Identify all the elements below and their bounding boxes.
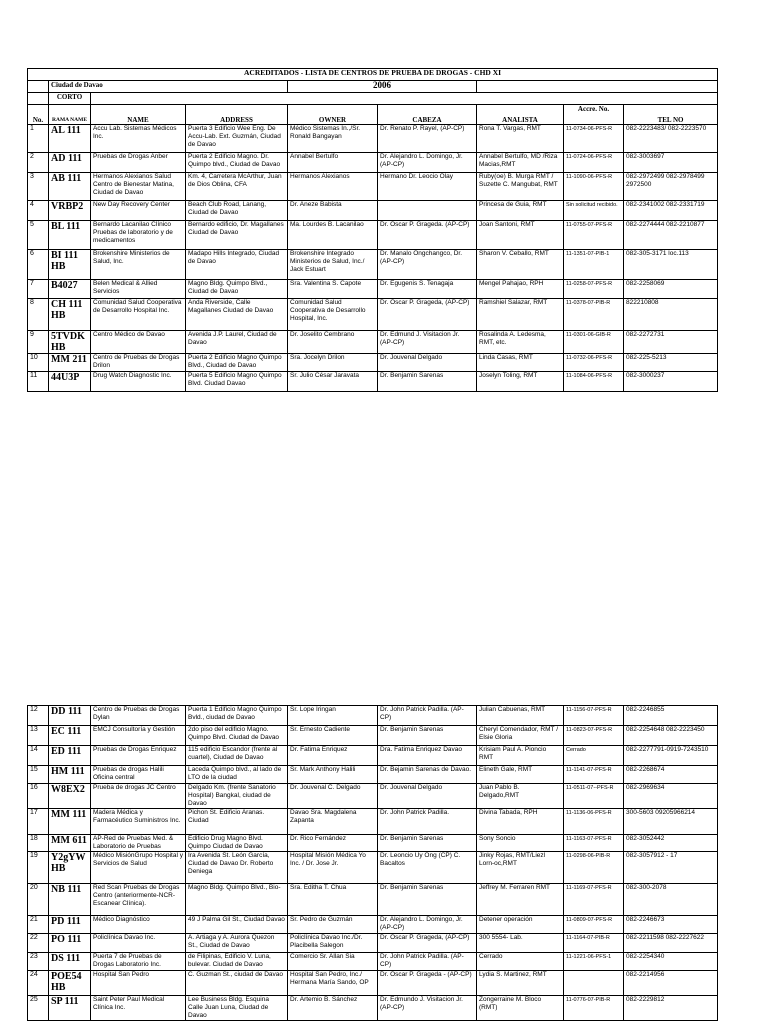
cell-tel: 082-2341002 082-2331719 [624,201,718,221]
cell-address: A. Artiaga y A. Aurora Quezon St., Ciudad de Davao [186,934,288,953]
cell-accre: 11-0298-06-PIB-R [564,852,624,884]
cell-accre: 11-0258-07-PFS-R [564,280,624,299]
header-owner: OWNER [288,105,378,125]
cell-code: SP 111 [49,996,91,1021]
cell-code: AD 111 [49,153,91,173]
cell-owner: Hospital San Pedro, Inc./ Hermana María Sando, OP [288,971,378,996]
cell-name: EMCJ Consultoría y Gestión [91,726,186,746]
cell-accre: 11-0809-07-PFS-R [564,916,624,934]
header-tel-no: TEL NO [624,105,718,125]
cell-no: 5 [28,221,49,250]
cell-name: Prueba de drogas JC Centro [91,784,186,809]
cell-name: Comunidad Salud Cooperativa de Desarrollo Hospital Inc. [91,299,186,331]
cell-tel: 082-2223483/ 082-2223570 [624,125,718,153]
cell-address: Km. 4, Carretera McArthur, Juan de Dios Oblina, CFA [186,173,288,201]
cell-tel: 082-2214956 [624,971,718,996]
cell-no: 6 [28,250,49,280]
cell-address: 115 edificio Escandor (frente al cuartel), Ciudad de Davao [186,746,288,766]
cell-tel: 082-2254648 082-2223450 [624,726,718,746]
cell-owner: Comercio Sr. Allan Sia [288,953,378,971]
header-name: NAME [91,105,186,125]
cell-no: 15 [28,766,49,784]
cell-no: 9 [28,331,49,354]
cell-no: 21 [28,916,49,934]
cell-address: Magno Bldg. Quimpo Blvd., Ciudad de Davao [186,280,288,299]
header-accre-no: Accre. No. [564,105,624,125]
table-row [28,746,718,766]
cell-code: AB 111 [49,173,91,201]
cell-name: Pruebas de drogas Halili Oficina central [91,766,186,784]
cell-no: 11 [28,372,49,392]
cell-cabeza: Dr. Renato P. Rayel, (AP-CP) [378,125,477,153]
cell-analista: Ruby(oe) B. Murga RMT / Suzette C. Mangubat, RMT [477,173,564,201]
cell-analista: Cheryl Comendador, RMT / Elsie Gloria [477,726,564,746]
cell-owner: Sr. Ernesto Cadiente [288,726,378,746]
cell-name: Pruebas de Drogas Enriquez [91,746,186,766]
cell-cabeza: Dra. Fatima Enriquez Davao [378,746,477,766]
cell-analista: Rosalinda A. Ledesma, RMT, etc. [477,331,564,354]
cell-analista: Joan Santoni, RMT [477,221,564,250]
cell-accre: 11-1136-06-PFS-R [564,809,624,835]
cell-owner: Dr. Joselito Cembrano [288,331,378,354]
cell-accre: 11-0823-07-PFS-R [564,726,624,746]
cell-address: de Filipinas, Edificio V. Luna, bulevar. Ciudad de Davao [186,953,288,971]
table-row [28,916,718,934]
cell-analista: Joselyn Toling, RMT [477,372,564,392]
cell-cabeza [378,201,477,221]
cell-tel: 082-2229812 [624,996,718,1021]
cell-cabeza: Dr. Benjamin Sarenas [378,372,477,392]
cell-code: MM 611 [49,835,91,852]
cell-address: Magno Bldg. Quimpo Blvd., Bio- [186,884,288,916]
cell-no: 24 [28,971,49,996]
cell-analista: Ramshiel Salazar, RMT [477,299,564,331]
cell-name: Médico MisiónGrupo Hospital y Servicios de Salud [91,852,186,884]
cell-tel: 082-305-3171 loc.113 [624,250,718,280]
table-row [28,884,718,916]
cell-address: Avenida J.P. Laurel, Ciudad de Davao [186,331,288,354]
cell-tel: 082-3057912 - 17 [624,852,718,884]
table-row [28,250,718,280]
cell-no: 7 [28,280,49,299]
cell-tel: 082-225-5213 [624,354,718,372]
cell-no: 22 [28,934,49,953]
cell-accre: 11-1090-06-PFS-R [564,173,624,201]
cell-owner: Dr. Rico Fernández [288,835,378,852]
cell-address: Puerta 2 Edificio Magno. Dr. Quimpo blvd., Ciudad de Davao [186,153,288,173]
cell-no: 4 [28,201,49,221]
cell-cabeza: Dr. Bejamin Sarenas de Davao. [378,766,477,784]
cell-cabeza: Dr. Alejandro L. Domingo, Jr. (AP-CP) [378,916,477,934]
cell-cabeza: Dr. Edmundo J. Visitacion Jr. (AP-CP) [378,996,477,1021]
cell-name: Belen Medical & Allied Servicios [91,280,186,299]
cell-address: Anda Riverside, Calle Magallanes Ciudad de Davao [186,299,288,331]
cell-owner: Sra. Jocelyn Drilon [288,354,378,372]
cell-address: Beach Club Road, Lanang, Ciudad de Davao [186,201,288,221]
cell-accre [564,971,624,996]
cell-tel: 082-2258069 [624,280,718,299]
cell-owner: Sr. Mark Anthony Halili [288,766,378,784]
cell-analista: Zongerraine M. Bloco (RMT) [477,996,564,1021]
cell-analista: Divina Tabada, RPH [477,809,564,835]
cell-cabeza: Dr. John Patrick Padilla. (AP-CP) [378,706,477,726]
cell-tel: 082-2268674 [624,766,718,784]
cell-analista: Sony Soncio [477,835,564,852]
cell-analista: Julian Cabuenas, RMT [477,706,564,726]
cell-accre: 11-0511-07--PFS-R [564,784,624,809]
cell-no: 12 [28,706,49,726]
cell-code: 5TVDK HB [49,331,91,354]
cell-analista: Juan Pablo B. Delgado,RMT [477,784,564,809]
header-rama-name: RAMA NAME [49,105,91,125]
cell-cabeza: Dr. Edmund J. Visitacion Jr. (AP-CP) [378,331,477,354]
cell-cabeza: Dr. Oscar P. Grageda - (AP-CP) [378,971,477,996]
cell-no: 16 [28,784,49,809]
cell-accre: 11-1163-07-PFS-R [564,835,624,852]
cell-no: 18 [28,835,49,852]
cell-cabeza: Dr. Benjamin Sarenas [378,835,477,852]
cell-accre: 11-0378-07-PIB-R [564,299,624,331]
cell-name: Hospital San Pedro [91,971,186,996]
cell-name: Hermanos Alexianos Salud Centro de Bienestar Matina, Ciudad de Davao [91,173,186,201]
cell-no: 2 [28,153,49,173]
cell-owner: Davao Sra. Magdalena Zapanta [288,809,378,835]
cell-code: BI 111 HB [49,250,91,280]
cell-analista: Princesa de Guia, RMT [477,201,564,221]
cell-owner: Médico Sistemas In.,/Sr. Ronald Bangayan [288,125,378,153]
cell-owner: Policlínica Davao Inc./Dr. Placibella Salegon [288,934,378,953]
cell-code: CH 111 HB [49,299,91,331]
cell-tel: 082-2277791-0919-7243510 [624,746,718,766]
cell-address: 49 J Palma Gil St., Ciudad Davao [186,916,288,934]
cell-cabeza: Dr. Oscar P. Grageda, (AP-CP) [378,934,477,953]
cell-address: Laceda Quimpo blvd., al lado de LTO de la ciudad [186,766,288,784]
cell-tel: 082-2972499 082-2978499 2972500 [624,173,718,201]
cell-cabeza: Hermano Dr. Leocio Olay [378,173,477,201]
cell-address: Bernardo edificio, Dr. Magallanes Ciudad de Davao [186,221,288,250]
cell-name: Policlínica Davao Inc. [91,934,186,953]
cell-code: EC 111 [49,726,91,746]
cell-tel: 822210808 [624,299,718,331]
cell-accre: 11-1221-06-PFS-1 [564,953,624,971]
cell-owner: Sr. Lope Iringan [288,706,378,726]
cell-owner: Hermanos Alexianos [288,173,378,201]
cell-accre: 11-0732-06-PFS-R [564,354,624,372]
cell-tel: 082-2254340 [624,953,718,971]
header-address: ADDRESS [186,105,288,125]
cell-owner: Sra. Valentina S. Capote [288,280,378,299]
cell-no: 1 [28,125,49,153]
cell-name: AP-Red de Pruebas Med. & Laboratorio de Pruebas [91,835,186,852]
cell-cabeza: Dr. John Patrick Padilla. [378,809,477,835]
cell-tel: 082-2246673 [624,916,718,934]
cell-accre: 11-1141-07-PFS-R [564,766,624,784]
cell-no: 14 [28,746,49,766]
cell-name: Centro Médico de Davao [91,331,186,354]
table-row [28,953,718,971]
cell-address: Lee Business Bldg. Esquina Calle Juan Luna, Ciudad de Davao [186,996,288,1021]
cell-accre: 11-1351-07-PIB-1 [564,250,624,280]
document-title: ACREDITADOS - LISTA DE CENTROS DE PRUEBA DE DROGAS - CHD XI [28,69,718,81]
table-row [28,766,718,784]
table-row [28,372,718,392]
accredited-table-page-2 [27,705,718,1021]
cell-name: Bernardo Lacanilao Clínico Pruebas de laboratorio y de medicamentos [91,221,186,250]
cell-no: 25 [28,996,49,1021]
cell-accre: 11-1164-07-PIB-R [564,934,624,953]
cell-address: Puerta 3 Edificio Wee Eng. De Accu-Lab. Ext. Guzmán, Ciudad de Davao [186,125,288,153]
cell-analista: 300 5554- Lab. [477,934,564,953]
cell-code: MM 111 [49,809,91,835]
cell-owner: Annabel Bertulfo [288,153,378,173]
cell-name: Red Scan Pruebas de Drogas Centro (anteriormente-NCR-Escanear Clínica). [91,884,186,916]
cell-address: Pichon St. Edificio Aranas. Ciudad [186,809,288,835]
cell-cabeza: Dr. John Patrick Padilla. (AP-CP) [378,953,477,971]
cell-no: 23 [28,953,49,971]
cell-tel: 300-5603 09205966214 [624,809,718,835]
cell-code: DS 111 [49,953,91,971]
cell-analista: Sharon V. Ceballo, RMT [477,250,564,280]
cell-name: Pruebas de Drogas Anber [91,153,186,173]
cell-code: PD 111 [49,916,91,934]
cell-name: Madera Médica y Farmacéutico Suministros Inc. [91,809,186,835]
cell-owner: Comunidad Salud Cooperativa de Desarrollo Hospital, Inc. [288,299,378,331]
city-label: Ciudad de Davao [49,81,288,93]
cell-code: MM 211 [49,354,91,372]
table-row [28,153,718,173]
table-row [28,280,718,299]
cell-address: Ira Avenida St. León García, Ciudad de Davao Dr. Roberto Deniega [186,852,288,884]
header-cabeza: CABEZA [378,105,477,125]
cell-cabeza: Dr. Manalo Ongchangco, Dr. (AP-CP) [378,250,477,280]
cell-accre: 11-0301-06-GIB-R [564,331,624,354]
cell-name: Centro de Pruebas de Drogas Dylan [91,706,186,726]
cell-analista: Jinky Rojas, RMT/Liezl Lorn-oc,RMT [477,852,564,884]
table-row [28,971,718,996]
table-row [28,784,718,809]
table-row [28,934,718,953]
cell-cabeza: Dr. Egugenis S. Tenagaja [378,280,477,299]
cell-no: 3 [28,173,49,201]
cell-code: BL 111 [49,221,91,250]
cell-code: VRBP2 [49,201,91,221]
cell-name: Puerta 7 de Pruebas de Drogas Laboratorio Inc. [91,953,186,971]
cell-code: W8EX2 [49,784,91,809]
cell-tel: 082-300-2078 [624,884,718,916]
cell-code: PO 111 [49,934,91,953]
year-label: 2006 [288,81,477,93]
cell-tel: 082-3000237 [624,372,718,392]
cell-address: Puerta 5 Edificio Magno Quimpo Blvd. Ciudad Davao [186,372,288,392]
cell-name: Saint Peter Paul Medical Clínica Inc. [91,996,186,1021]
cell-code: AL 111 [49,125,91,153]
cell-accre: 11-1084-06-PFS-R [564,372,624,392]
cell-code: Y2gYW HB [49,852,91,884]
table-row [28,835,718,852]
cell-owner: Sr. Julio César Jaravata [288,372,378,392]
table-row [28,125,718,153]
cell-owner: Dr. Jouvenal C. Delgado [288,784,378,809]
cell-code: NB 111 [49,884,91,916]
cell-owner: Dr. Aneze Babista [288,201,378,221]
cell-code: HM 111 [49,766,91,784]
table-row [28,173,718,201]
cell-tel: 082-2211598 082-2227622 [624,934,718,953]
cell-address: Puerta 2 Edificio Magno Quimpo Blvd., Ciudad de Davao [186,354,288,372]
cell-owner: Sr. Pedro de Guzmán [288,916,378,934]
accredited-table-page-1 [27,68,718,392]
cell-analista: Mengel Pahajao, RPH [477,280,564,299]
table-row [28,354,718,372]
cell-accre: 11-1156-07-PFS-R [564,706,624,726]
cell-name: New Day Recovery Center [91,201,186,221]
cell-address: 2do piso del edificio Magno. Quimpo Blvd. Ciudad de Davao [186,726,288,746]
cell-no: 8 [28,299,49,331]
table-row [28,331,718,354]
cell-accre: 11-1169-07-PFS-R [564,884,624,916]
cell-accre: 11-0724-06-PFS-R [564,153,624,173]
cell-cabeza: Dr. Benjamin Sarenas [378,884,477,916]
cell-no: 17 [28,809,49,835]
cell-address: C. Guzman St., ciudad de Davao [186,971,288,996]
cell-name: Centro de Pruebas de Drogas Drilon [91,354,186,372]
cell-analista: Jeffrey M. Ferraren RMT [477,884,564,916]
header-no: No. [28,105,49,125]
table-row [28,706,718,726]
cell-no: 10 [28,354,49,372]
cell-name: Accu Lab. Sistemas Médicos Inc. [91,125,186,153]
cell-cabeza: Dr. Benjamin Sarenas [378,726,477,746]
cell-analista: Krisiam Paul A. Pioncio RMT [477,746,564,766]
cell-address: Madapo Hills Integrado, Ciudad de Davao [186,250,288,280]
cell-owner: Dr. Artemio B. Sánchez [288,996,378,1021]
cell-tel: 082-2246855 [624,706,718,726]
cell-tel: 082-2274444 082-2210877 [624,221,718,250]
cell-name: Médico Diagnóstico [91,916,186,934]
cell-analista: Detener operación [477,916,564,934]
cell-cabeza: Dr. Oscar P. Grageda. (AP-CP) [378,221,477,250]
cell-cabeza: Dr. Jouvenal Delgado [378,354,477,372]
cell-analista: Cerrado [477,953,564,971]
cell-owner: Sra. Editha T. Chua [288,884,378,916]
cell-owner: Ma. Lourdes B. Lacanilao [288,221,378,250]
cell-no: 20 [28,884,49,916]
cell-code: 44U3P [49,372,91,392]
cell-cabeza: Dr. Leoncio Uy Ong (CP) C. Bacaltos [378,852,477,884]
cell-cabeza: Dr. Jouvenal Delgado [378,784,477,809]
cell-analista: Linda Casas, RMT [477,354,564,372]
table-row [28,809,718,835]
cell-code: POE54 HB [49,971,91,996]
cell-address: Edificio Drug Magno Blvd. Quimpo Ciudad de Davao [186,835,288,852]
cell-tel: 082-3052442 [624,835,718,852]
cell-analista: Rona T. Vargas, RMT [477,125,564,153]
cell-tel: 082-2272731 [624,331,718,354]
cell-accre: Sin solicitud recibido. [564,201,624,221]
cell-accre: 11-0755-07-PFS-R [564,221,624,250]
table-row [28,996,718,1021]
cell-name: Brokenshire Ministerios de Salud, Inc. [91,250,186,280]
cell-analista: Lydia S. Martinez, RMT [477,971,564,996]
table-row [28,726,718,746]
cell-name: Drug Watch Diagnostic Inc. [91,372,186,392]
cell-no: 13 [28,726,49,746]
cell-analista: Annabel Bertulfo, MD /Riza Macias,RMT [477,153,564,173]
cell-accre: 11-0734-06-PFS-R [564,125,624,153]
cell-address: Puerta 1 Edificio Magno Quimpo Bvld., ciudad de Davao [186,706,288,726]
table-row [28,201,718,221]
cell-cabeza: Dr. Oscar P. Grageda, (AP-CP) [378,299,477,331]
cell-address: Delgado Km. (frente Sanatorio Hospital) Bangkal, ciudad de Davao [186,784,288,809]
table-row [28,299,718,331]
header-corto: CORTO [49,93,91,105]
cell-owner: Dr. Fatima Enriquez [288,746,378,766]
cell-tel: 082-3003697 [624,153,718,173]
cell-code: B4027 [49,280,91,299]
table-row [28,221,718,250]
cell-tel: 082-2969634 [624,784,718,809]
header-analista: ANALISTA [477,105,564,125]
cell-cabeza: Dr. Alejandro L. Domingo, Jr. (AP-CP) [378,153,477,173]
cell-owner: Hospital Misión Médica Yo Inc. / Dr. Jose Jr. [288,852,378,884]
cell-no: 19 [28,852,49,884]
cell-accre: Cerrado [564,746,624,766]
cell-owner: Brokenshire Integrado Ministerios de Salud, Inc./ Jack Estuart [288,250,378,280]
cell-code: ED 111 [49,746,91,766]
cell-analista: Elineth Gale, RMT [477,766,564,784]
cell-accre: 11-0776-07-PIB-R [564,996,624,1021]
cell-code: DD 111 [49,706,91,726]
table-row [28,852,718,884]
